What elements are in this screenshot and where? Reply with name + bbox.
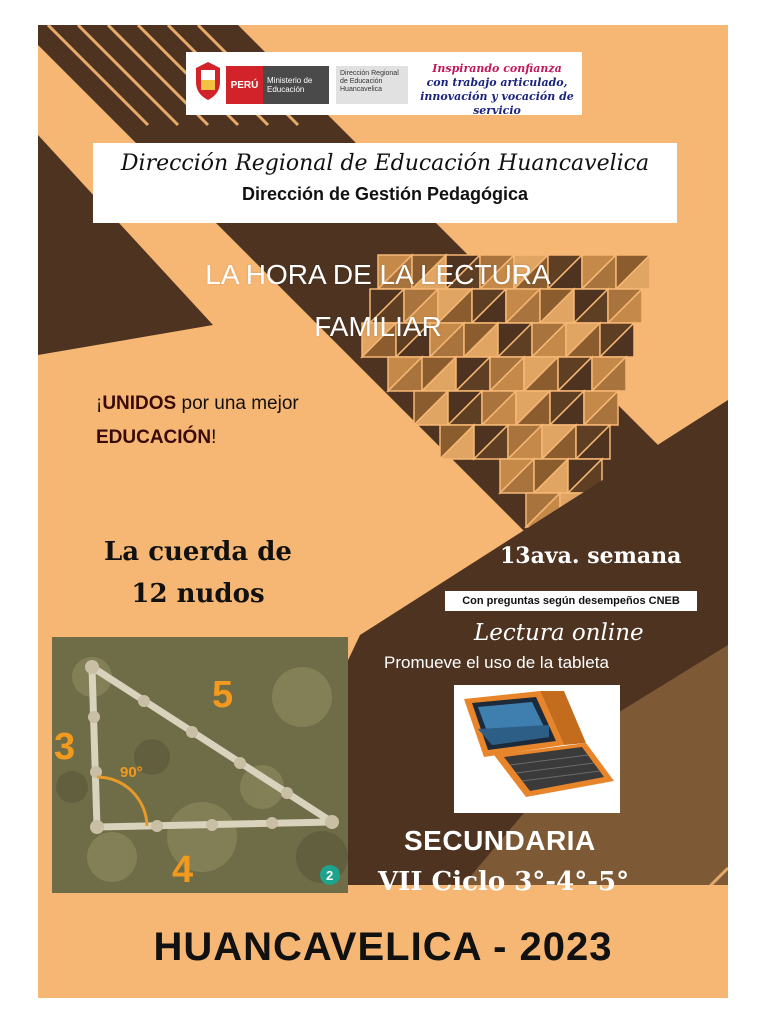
tablet-promo-text: Promueve el uso de la tableta bbox=[384, 653, 609, 672]
side-3-label: 3 bbox=[54, 726, 76, 768]
side-4-label: 4 bbox=[172, 849, 194, 891]
peru-shield-icon bbox=[193, 60, 223, 102]
week-label: 13ava. semana bbox=[500, 543, 682, 569]
dre-title: Dirección Regional de Educación Huancavelica bbox=[120, 151, 650, 176]
lectura-online-label: Lectura online bbox=[474, 620, 644, 646]
tablet-image bbox=[454, 685, 620, 813]
institutional-slogan: Inspirando confianza con trabajo articulado, innovación y vocación de servicio bbox=[420, 62, 574, 117]
dre-logo-label: Dirección Regional de Educación Huancavelica bbox=[336, 66, 408, 104]
level-label: SECUNDARIA bbox=[404, 825, 596, 856]
cycle-label: VII Ciclo 3°-4°-5° bbox=[378, 867, 630, 897]
ministerio-label: Ministerio de Educación bbox=[263, 66, 329, 104]
dgp-title: Dirección de Gestión Pedagógica bbox=[241, 184, 529, 204]
angle-label: 90° bbox=[120, 764, 143, 781]
motto: ¡UNIDOS por una mejor EDUCACIÓN! bbox=[96, 393, 299, 448]
footer-title: HUANCAVELICA - 2023 bbox=[153, 925, 613, 969]
reading-title: La cuerda de 12 nudos bbox=[104, 537, 292, 609]
photo-badge: 2 bbox=[326, 868, 334, 883]
cneb-note: Con preguntas según desempeños CNEB bbox=[445, 591, 697, 611]
header-banner bbox=[93, 143, 677, 223]
side-5-label: 5 bbox=[212, 674, 234, 716]
main-title: LA HORA DE LA LECTURA FAMILIAR bbox=[205, 259, 551, 342]
ministerio-badge bbox=[226, 66, 336, 104]
peru-label: PERÚ bbox=[226, 66, 263, 104]
cover-page bbox=[38, 25, 728, 998]
knotted-rope-photo bbox=[52, 637, 348, 893]
institutional-logos bbox=[186, 52, 582, 115]
